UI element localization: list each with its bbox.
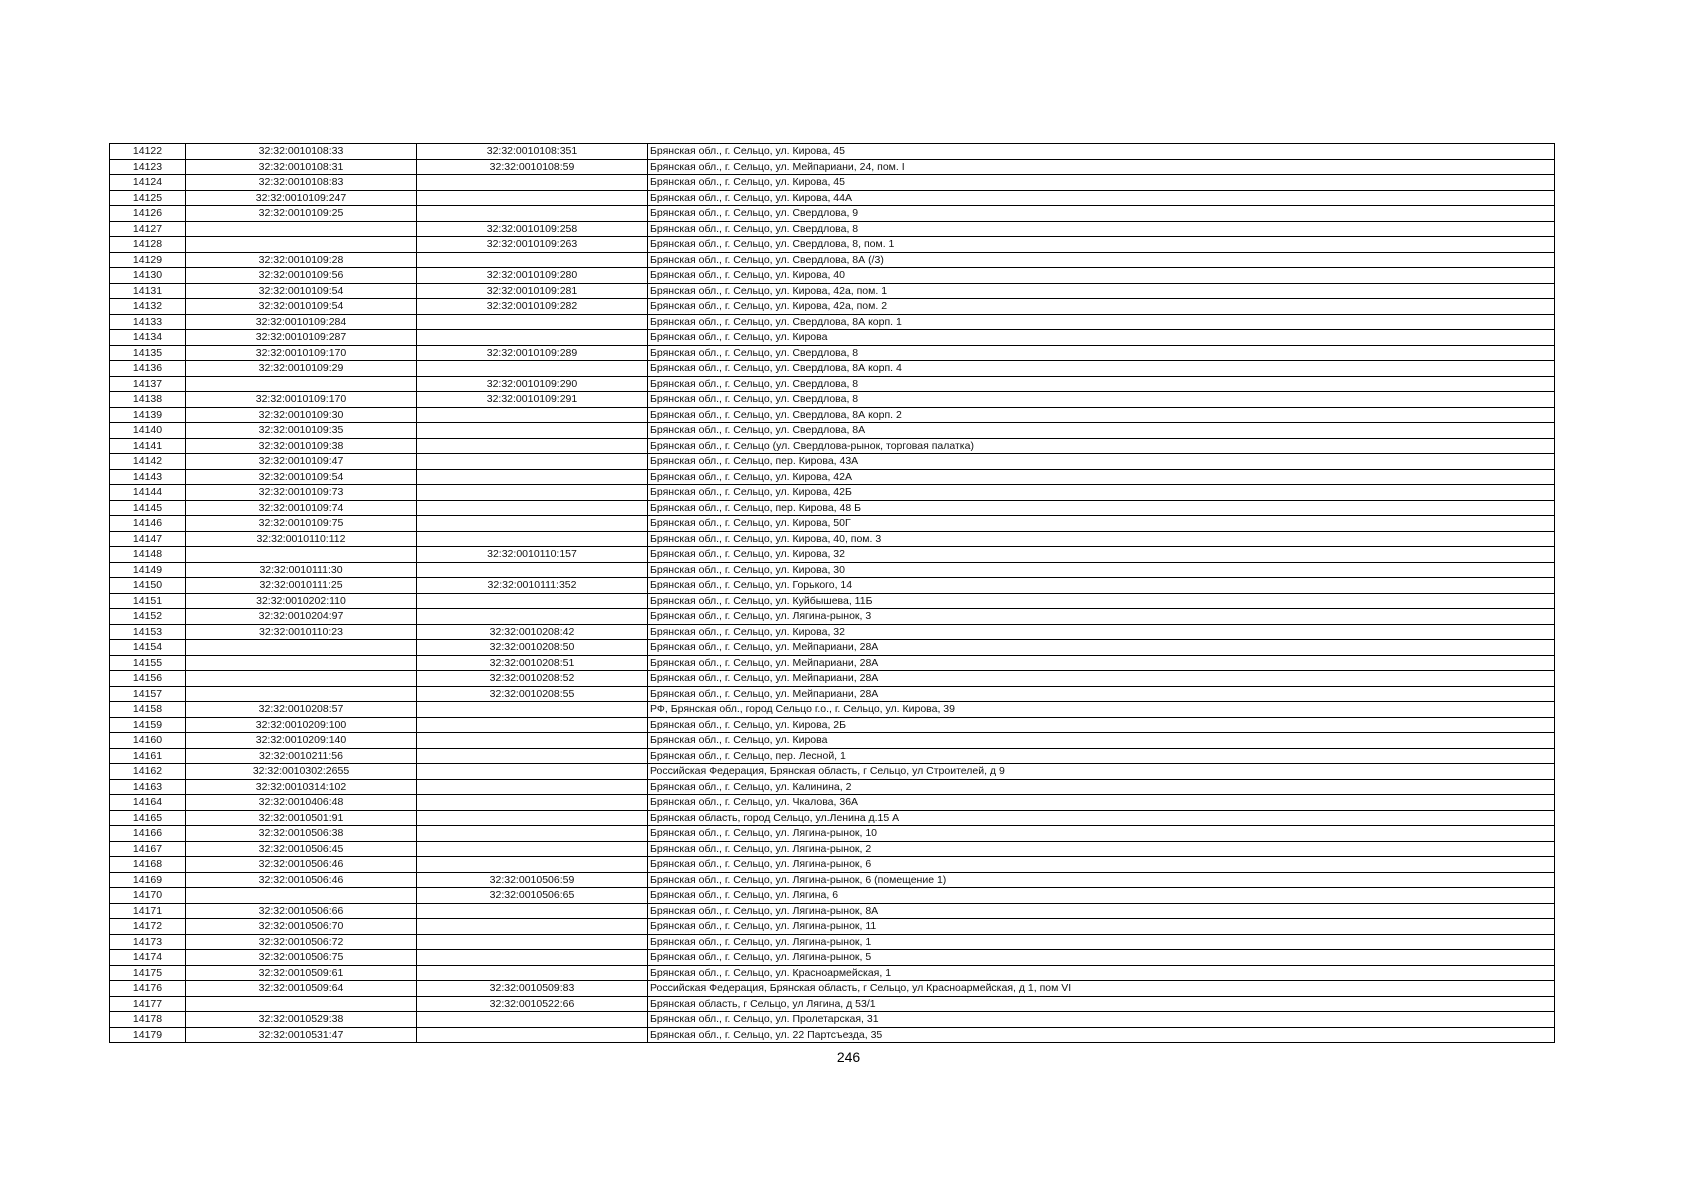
address-cell: Брянская обл., г. Сельцо, ул. Свердлова, 8	[648, 221, 1555, 237]
related-cadastral-number-cell	[417, 919, 648, 935]
address-cell: Брянская обл., г. Сельцо, пер. Кирова, 48 Б	[648, 500, 1555, 516]
related-cadastral-number-cell: 32:32:0010109:289	[417, 345, 648, 361]
page-number: 246	[836, 1049, 861, 1065]
row-number-cell: 14167	[110, 841, 186, 857]
row-number-cell: 14177	[110, 996, 186, 1012]
related-cadastral-number-cell	[417, 857, 648, 873]
cadastral-number-cell: 32:32:0010506:46	[186, 857, 417, 873]
address-cell: Брянская обл., г. Сельцо, ул. Лягина-рынок, 3	[648, 609, 1555, 625]
related-cadastral-number-cell	[417, 314, 648, 330]
row-number-cell: 14165	[110, 810, 186, 826]
cadastral-number-cell: 32:32:0010109:35	[186, 423, 417, 439]
related-cadastral-number-cell: 32:32:0010522:66	[417, 996, 648, 1012]
table-row	[110, 283, 1555, 299]
cadastral-number-cell: 32:32:0010109:75	[186, 516, 417, 532]
table-row	[110, 686, 1555, 702]
cadastral-number-cell: 32:32:0010506:45	[186, 841, 417, 857]
cadastral-number-cell: 32:32:0010509:64	[186, 981, 417, 997]
related-cadastral-number-cell: 32:32:0010109:282	[417, 299, 648, 315]
cadastral-number-cell: 32:32:0010509:61	[186, 965, 417, 981]
cadastral-number-cell: 32:32:0010111:30	[186, 562, 417, 578]
table-row	[110, 888, 1555, 904]
related-cadastral-number-cell	[417, 454, 648, 470]
related-cadastral-number-cell	[417, 407, 648, 423]
address-cell: Брянская обл., г. Сельцо, ул. Чкалова, 36А	[648, 795, 1555, 811]
row-number-cell: 14155	[110, 655, 186, 671]
cadastral-number-cell: 32:32:0010109:170	[186, 345, 417, 361]
related-cadastral-number-cell	[417, 702, 648, 718]
table-row	[110, 655, 1555, 671]
row-number-cell: 14160	[110, 733, 186, 749]
address-cell: Брянская обл., г. Сельцо, ул. Свердлова, 8	[648, 392, 1555, 408]
cadastral-number-cell: 32:32:0010109:56	[186, 268, 417, 284]
table-row	[110, 1027, 1555, 1043]
related-cadastral-number-cell	[417, 330, 648, 346]
cadastral-number-cell: 32:32:0010506:38	[186, 826, 417, 842]
related-cadastral-number-cell	[417, 764, 648, 780]
address-cell: Брянская обл., г. Сельцо, ул. Лягина-рынок, 5	[648, 950, 1555, 966]
cadastral-number-cell: 32:32:0010506:70	[186, 919, 417, 935]
address-cell: Брянская обл., г. Сельцо, ул. Кирова, 42А	[648, 469, 1555, 485]
cadastral-number-cell: 32:32:0010109:284	[186, 314, 417, 330]
address-cell: Брянская обл., г. Сельцо, ул. Кирова, 40	[648, 268, 1555, 284]
address-cell: Российская Федерация, Брянская область, г Сельцо, ул Красноармейская, д 1, пом VI	[648, 981, 1555, 997]
address-cell: Брянская обл., г. Сельцо, ул. Кирова, 32	[648, 624, 1555, 640]
row-number-cell: 14134	[110, 330, 186, 346]
row-number-cell: 14140	[110, 423, 186, 439]
related-cadastral-number-cell	[417, 500, 648, 516]
cadastral-number-cell	[186, 996, 417, 1012]
address-cell: Брянская обл., г. Сельцо (ул. Свердлова-рынок, торговая палатка)	[648, 438, 1555, 454]
row-number-cell: 14143	[110, 469, 186, 485]
row-number-cell: 14135	[110, 345, 186, 361]
row-number-cell: 14133	[110, 314, 186, 330]
row-number-cell: 14132	[110, 299, 186, 315]
table-row	[110, 950, 1555, 966]
row-number-cell: 14169	[110, 872, 186, 888]
table-row	[110, 237, 1555, 253]
address-cell: Брянская обл., г. Сельцо, ул. Кирова	[648, 733, 1555, 749]
address-cell: Брянская обл., г. Сельцо, пер. Лесной, 1	[648, 748, 1555, 764]
cadastral-number-cell: 32:32:0010109:247	[186, 190, 417, 206]
related-cadastral-number-cell	[417, 1027, 648, 1043]
related-cadastral-number-cell: 32:32:0010108:59	[417, 159, 648, 175]
address-cell: Брянская обл., г. Сельцо, ул. Кирова, 42Б	[648, 485, 1555, 501]
cadastral-number-cell: 32:32:0010506:75	[186, 950, 417, 966]
row-number-cell: 14142	[110, 454, 186, 470]
cadastral-number-cell: 32:32:0010109:30	[186, 407, 417, 423]
cadastral-number-cell	[186, 547, 417, 563]
table-row	[110, 1012, 1555, 1028]
table-row	[110, 965, 1555, 981]
row-number-cell: 14141	[110, 438, 186, 454]
address-cell: Брянская обл., г. Сельцо, ул. Калинина, 2	[648, 779, 1555, 795]
table-row	[110, 609, 1555, 625]
table-row	[110, 578, 1555, 594]
address-cell: Брянская обл., г. Сельцо, ул. Лягина-рынок, 2	[648, 841, 1555, 857]
related-cadastral-number-cell: 32:32:0010208:50	[417, 640, 648, 656]
table-row	[110, 516, 1555, 532]
table-row	[110, 872, 1555, 888]
cadastral-number-cell: 32:32:0010406:48	[186, 795, 417, 811]
row-number-cell: 14159	[110, 717, 186, 733]
row-number-cell: 14139	[110, 407, 186, 423]
address-cell: Брянская обл., г. Сельцо, ул. Кирова, 42а, пом. 2	[648, 299, 1555, 315]
address-cell: Брянская обл., г. Сельцо, ул. Кирова, 2Б	[648, 717, 1555, 733]
address-cell: Российская Федерация, Брянская область, г Сельцо, ул Строителей, д 9	[648, 764, 1555, 780]
row-number-cell: 14173	[110, 934, 186, 950]
row-number-cell: 14176	[110, 981, 186, 997]
related-cadastral-number-cell	[417, 965, 648, 981]
cadastral-number-cell	[186, 221, 417, 237]
address-cell: Брянская обл., г. Сельцо, ул. Лягина-рынок, 6 (помещение 1)	[648, 872, 1555, 888]
address-cell: Брянская обл., г. Сельцо, ул. Куйбышева, 11Б	[648, 593, 1555, 609]
cadastral-number-cell: 32:32:0010209:100	[186, 717, 417, 733]
table-row	[110, 252, 1555, 268]
row-number-cell: 14150	[110, 578, 186, 594]
cadastral-number-cell: 32:32:0010108:33	[186, 144, 417, 160]
related-cadastral-number-cell	[417, 826, 648, 842]
related-cadastral-number-cell: 32:32:0010109:281	[417, 283, 648, 299]
table-row	[110, 345, 1555, 361]
related-cadastral-number-cell: 32:32:0010110:157	[417, 547, 648, 563]
table-row	[110, 268, 1555, 284]
related-cadastral-number-cell	[417, 733, 648, 749]
table-row	[110, 981, 1555, 997]
row-number-cell: 14174	[110, 950, 186, 966]
address-cell: Брянская обл., г. Сельцо, ул. Лягина-рынок, 6	[648, 857, 1555, 873]
address-cell: Брянская обл., г. Сельцо, ул. Кирова, 44А	[648, 190, 1555, 206]
related-cadastral-number-cell: 32:32:0010109:290	[417, 376, 648, 392]
property-table	[109, 143, 1555, 1043]
row-number-cell: 14156	[110, 671, 186, 687]
address-cell: Брянская обл., г. Сельцо, ул. Свердлова, 8А корп. 4	[648, 361, 1555, 377]
table-row	[110, 330, 1555, 346]
table-row	[110, 547, 1555, 563]
row-number-cell: 14128	[110, 237, 186, 253]
address-cell: Брянская обл., г. Сельцо, ул. Свердлова, 8, пом. 1	[648, 237, 1555, 253]
table-row	[110, 733, 1555, 749]
related-cadastral-number-cell: 32:32:0010208:52	[417, 671, 648, 687]
related-cadastral-number-cell	[417, 423, 648, 439]
cadastral-number-cell: 32:32:0010108:83	[186, 175, 417, 191]
row-number-cell: 14146	[110, 516, 186, 532]
cadastral-number-cell: 32:32:0010109:54	[186, 299, 417, 315]
table-row	[110, 857, 1555, 873]
address-cell: Брянская обл., г. Сельцо, ул. Кирова, 42а, пом. 1	[648, 283, 1555, 299]
table-row	[110, 423, 1555, 439]
cadastral-number-cell: 32:32:0010501:91	[186, 810, 417, 826]
table-row	[110, 175, 1555, 191]
cadastral-number-cell: 32:32:0010531:47	[186, 1027, 417, 1043]
related-cadastral-number-cell: 32:32:0010506:59	[417, 872, 648, 888]
cadastral-number-cell: 32:32:0010109:73	[186, 485, 417, 501]
row-number-cell: 14149	[110, 562, 186, 578]
row-number-cell: 14147	[110, 531, 186, 547]
row-number-cell: 14129	[110, 252, 186, 268]
row-number-cell: 14162	[110, 764, 186, 780]
related-cadastral-number-cell: 32:32:0010208:51	[417, 655, 648, 671]
cadastral-number-cell: 32:32:0010302:2655	[186, 764, 417, 780]
table-row	[110, 221, 1555, 237]
related-cadastral-number-cell	[417, 516, 648, 532]
address-cell: Брянская обл., г. Сельцо, ул. Лягина-рынок, 8А	[648, 903, 1555, 919]
table-row	[110, 934, 1555, 950]
row-number-cell: 14171	[110, 903, 186, 919]
table-body	[110, 144, 1555, 1043]
table-row	[110, 841, 1555, 857]
cadastral-number-cell: 32:32:0010109:38	[186, 438, 417, 454]
cadastral-number-cell: 32:32:0010202:110	[186, 593, 417, 609]
cadastral-number-cell: 32:32:0010506:46	[186, 872, 417, 888]
row-number-cell: 14136	[110, 361, 186, 377]
row-number-cell: 14130	[110, 268, 186, 284]
address-cell: Брянская обл., г. Сельцо, ул. Свердлова, 8А (/3)	[648, 252, 1555, 268]
address-cell: Брянская обл., г. Сельцо, ул. 22 Партсъезда, 35	[648, 1027, 1555, 1043]
address-cell: Брянская обл., г. Сельцо, ул. Свердлова, 8	[648, 345, 1555, 361]
table-row	[110, 531, 1555, 547]
row-number-cell: 14123	[110, 159, 186, 175]
cadastral-number-cell: 32:32:0010109:170	[186, 392, 417, 408]
cadastral-number-cell: 32:32:0010209:140	[186, 733, 417, 749]
cadastral-number-cell: 32:32:0010109:47	[186, 454, 417, 470]
address-cell: Брянская обл., г. Сельцо, ул. Мейпариани, 28А	[648, 671, 1555, 687]
table-row	[110, 996, 1555, 1012]
cadastral-number-cell: 32:32:0010109:54	[186, 283, 417, 299]
cadastral-number-cell: 32:32:0010211:56	[186, 748, 417, 764]
related-cadastral-number-cell	[417, 252, 648, 268]
cadastral-number-cell: 32:32:0010109:54	[186, 469, 417, 485]
related-cadastral-number-cell: 32:32:0010108:351	[417, 144, 648, 160]
related-cadastral-number-cell	[417, 438, 648, 454]
address-cell: Брянская обл., г. Сельцо, ул. Мейпариани, 28А	[648, 640, 1555, 656]
related-cadastral-number-cell: 32:32:0010109:291	[417, 392, 648, 408]
table-row	[110, 702, 1555, 718]
related-cadastral-number-cell	[417, 531, 648, 547]
table-row	[110, 314, 1555, 330]
related-cadastral-number-cell: 32:32:0010111:352	[417, 578, 648, 594]
address-cell: Брянская обл., г. Сельцо, ул. Кирова, 40, пом. 3	[648, 531, 1555, 547]
row-number-cell: 14127	[110, 221, 186, 237]
row-number-cell: 14126	[110, 206, 186, 222]
table-row	[110, 469, 1555, 485]
related-cadastral-number-cell	[417, 485, 648, 501]
row-number-cell: 14148	[110, 547, 186, 563]
row-number-cell: 14157	[110, 686, 186, 702]
address-cell: Брянская область, город Сельцо, ул.Ленина д.15 А	[648, 810, 1555, 826]
table-row	[110, 640, 1555, 656]
related-cadastral-number-cell	[417, 795, 648, 811]
table-row	[110, 919, 1555, 935]
table-row	[110, 361, 1555, 377]
cadastral-number-cell: 32:32:0010208:57	[186, 702, 417, 718]
related-cadastral-number-cell: 32:32:0010509:83	[417, 981, 648, 997]
table-row	[110, 190, 1555, 206]
related-cadastral-number-cell	[417, 903, 648, 919]
related-cadastral-number-cell: 32:32:0010109:280	[417, 268, 648, 284]
related-cadastral-number-cell	[417, 206, 648, 222]
cadastral-number-cell: 32:32:0010506:72	[186, 934, 417, 950]
related-cadastral-number-cell	[417, 717, 648, 733]
address-cell: Брянская обл., г. Сельцо, ул. Лягина-рынок, 11	[648, 919, 1555, 935]
related-cadastral-number-cell: 32:32:0010109:263	[417, 237, 648, 253]
address-cell: Брянская обл., г. Сельцо, ул. Лягина, 6	[648, 888, 1555, 904]
address-cell: Брянская обл., г. Сельцо, ул. Мейпариани, 24, пом. I	[648, 159, 1555, 175]
address-cell: Брянская обл., г. Сельцо, ул. Свердлова, 8А корп. 2	[648, 407, 1555, 423]
table-row	[110, 376, 1555, 392]
cadastral-number-cell: 32:32:0010109:25	[186, 206, 417, 222]
related-cadastral-number-cell	[417, 779, 648, 795]
address-cell: Брянская обл., г. Сельцо, ул. Кирова	[648, 330, 1555, 346]
address-cell: Брянская область, г Сельцо, ул Лягина, д 53/1	[648, 996, 1555, 1012]
table-row	[110, 795, 1555, 811]
table-row	[110, 500, 1555, 516]
row-number-cell: 14151	[110, 593, 186, 609]
cadastral-number-cell: 32:32:0010204:97	[186, 609, 417, 625]
table-row	[110, 810, 1555, 826]
cadastral-number-cell	[186, 640, 417, 656]
cadastral-number-cell	[186, 888, 417, 904]
address-cell: Брянская обл., г. Сельцо, ул. Кирова, 30	[648, 562, 1555, 578]
table-row	[110, 779, 1555, 795]
cadastral-number-cell: 32:32:0010110:23	[186, 624, 417, 640]
related-cadastral-number-cell	[417, 190, 648, 206]
table-row	[110, 671, 1555, 687]
related-cadastral-number-cell	[417, 1012, 648, 1028]
cadastral-number-cell	[186, 655, 417, 671]
related-cadastral-number-cell	[417, 810, 648, 826]
cadastral-number-cell: 32:32:0010109:28	[186, 252, 417, 268]
address-cell: РФ, Брянская обл., город Сельцо г.о., г. Сельцо, ул. Кирова, 39	[648, 702, 1555, 718]
table-row	[110, 764, 1555, 780]
related-cadastral-number-cell	[417, 934, 648, 950]
cadastral-number-cell: 32:32:0010109:287	[186, 330, 417, 346]
table-row	[110, 206, 1555, 222]
cadastral-number-cell: 32:32:0010506:66	[186, 903, 417, 919]
related-cadastral-number-cell	[417, 950, 648, 966]
table-row	[110, 485, 1555, 501]
row-number-cell: 14152	[110, 609, 186, 625]
row-number-cell: 14138	[110, 392, 186, 408]
row-number-cell: 14161	[110, 748, 186, 764]
address-cell: Брянская обл., г. Сельцо, пер. Кирова, 43А	[648, 454, 1555, 470]
cadastral-number-cell: 32:32:0010108:31	[186, 159, 417, 175]
table-row	[110, 826, 1555, 842]
address-cell: Брянская обл., г. Сельцо, ул. Мейпариани, 28А	[648, 686, 1555, 702]
address-cell: Брянская обл., г. Сельцо, ул. Свердлова, 9	[648, 206, 1555, 222]
related-cadastral-number-cell	[417, 593, 648, 609]
row-number-cell: 14153	[110, 624, 186, 640]
related-cadastral-number-cell	[417, 175, 648, 191]
row-number-cell: 14179	[110, 1027, 186, 1043]
related-cadastral-number-cell	[417, 609, 648, 625]
related-cadastral-number-cell	[417, 748, 648, 764]
cadastral-number-cell: 32:32:0010109:29	[186, 361, 417, 377]
address-cell: Брянская обл., г. Сельцо, ул. Мейпариани, 28А	[648, 655, 1555, 671]
row-number-cell: 14163	[110, 779, 186, 795]
related-cadastral-number-cell: 32:32:0010208:42	[417, 624, 648, 640]
row-number-cell: 14172	[110, 919, 186, 935]
address-cell: Брянская обл., г. Сельцо, ул. Лягина-рынок, 1	[648, 934, 1555, 950]
table-row	[110, 159, 1555, 175]
cadastral-number-cell	[186, 376, 417, 392]
row-number-cell: 14131	[110, 283, 186, 299]
table-row	[110, 299, 1555, 315]
table-row	[110, 407, 1555, 423]
row-number-cell: 14158	[110, 702, 186, 718]
cadastral-number-cell	[186, 686, 417, 702]
row-number-cell: 14178	[110, 1012, 186, 1028]
related-cadastral-number-cell: 32:32:0010109:258	[417, 221, 648, 237]
table-row	[110, 392, 1555, 408]
address-cell: Брянская обл., г. Сельцо, ул. Свердлова, 8А корп. 1	[648, 314, 1555, 330]
row-number-cell: 14145	[110, 500, 186, 516]
cadastral-number-cell: 32:32:0010529:38	[186, 1012, 417, 1028]
address-cell: Брянская обл., г. Сельцо, ул. Кирова, 45	[648, 144, 1555, 160]
row-number-cell: 14175	[110, 965, 186, 981]
row-number-cell: 14168	[110, 857, 186, 873]
row-number-cell: 14166	[110, 826, 186, 842]
cadastral-number-cell: 32:32:0010110:112	[186, 531, 417, 547]
cadastral-number-cell	[186, 671, 417, 687]
table-row	[110, 144, 1555, 160]
address-cell: Брянская обл., г. Сельцо, ул. Кирова, 32	[648, 547, 1555, 563]
table-row	[110, 624, 1555, 640]
cadastral-number-cell: 32:32:0010314:102	[186, 779, 417, 795]
row-number-cell: 14137	[110, 376, 186, 392]
address-cell: Брянская обл., г. Сельцо, ул. Лягина-рынок, 10	[648, 826, 1555, 842]
table-row	[110, 903, 1555, 919]
cadastral-number-cell	[186, 237, 417, 253]
related-cadastral-number-cell: 32:32:0010506:65	[417, 888, 648, 904]
table-row	[110, 748, 1555, 764]
related-cadastral-number-cell	[417, 361, 648, 377]
cadastral-number-cell: 32:32:0010111:25	[186, 578, 417, 594]
row-number-cell: 14164	[110, 795, 186, 811]
row-number-cell: 14170	[110, 888, 186, 904]
address-cell: Брянская обл., г. Сельцо, ул. Горького, 14	[648, 578, 1555, 594]
address-cell: Брянская обл., г. Сельцо, ул. Свердлова, 8А	[648, 423, 1555, 439]
table-row	[110, 593, 1555, 609]
row-number-cell: 14122	[110, 144, 186, 160]
table-row	[110, 438, 1555, 454]
address-cell: Брянская обл., г. Сельцо, ул. Кирова, 45	[648, 175, 1555, 191]
table-row	[110, 454, 1555, 470]
related-cadastral-number-cell	[417, 841, 648, 857]
table-row	[110, 717, 1555, 733]
address-cell: Брянская обл., г. Сельцо, ул. Красноармейская, 1	[648, 965, 1555, 981]
address-cell: Брянская обл., г. Сельцо, ул. Пролетарская, 31	[648, 1012, 1555, 1028]
address-cell: Брянская обл., г. Сельцо, ул. Кирова, 50Г	[648, 516, 1555, 532]
related-cadastral-number-cell	[417, 562, 648, 578]
row-number-cell: 14154	[110, 640, 186, 656]
related-cadastral-number-cell	[417, 469, 648, 485]
table-row	[110, 562, 1555, 578]
row-number-cell: 14124	[110, 175, 186, 191]
row-number-cell: 14125	[110, 190, 186, 206]
related-cadastral-number-cell: 32:32:0010208:55	[417, 686, 648, 702]
row-number-cell: 14144	[110, 485, 186, 501]
address-cell: Брянская обл., г. Сельцо, ул. Свердлова, 8	[648, 376, 1555, 392]
cadastral-number-cell: 32:32:0010109:74	[186, 500, 417, 516]
